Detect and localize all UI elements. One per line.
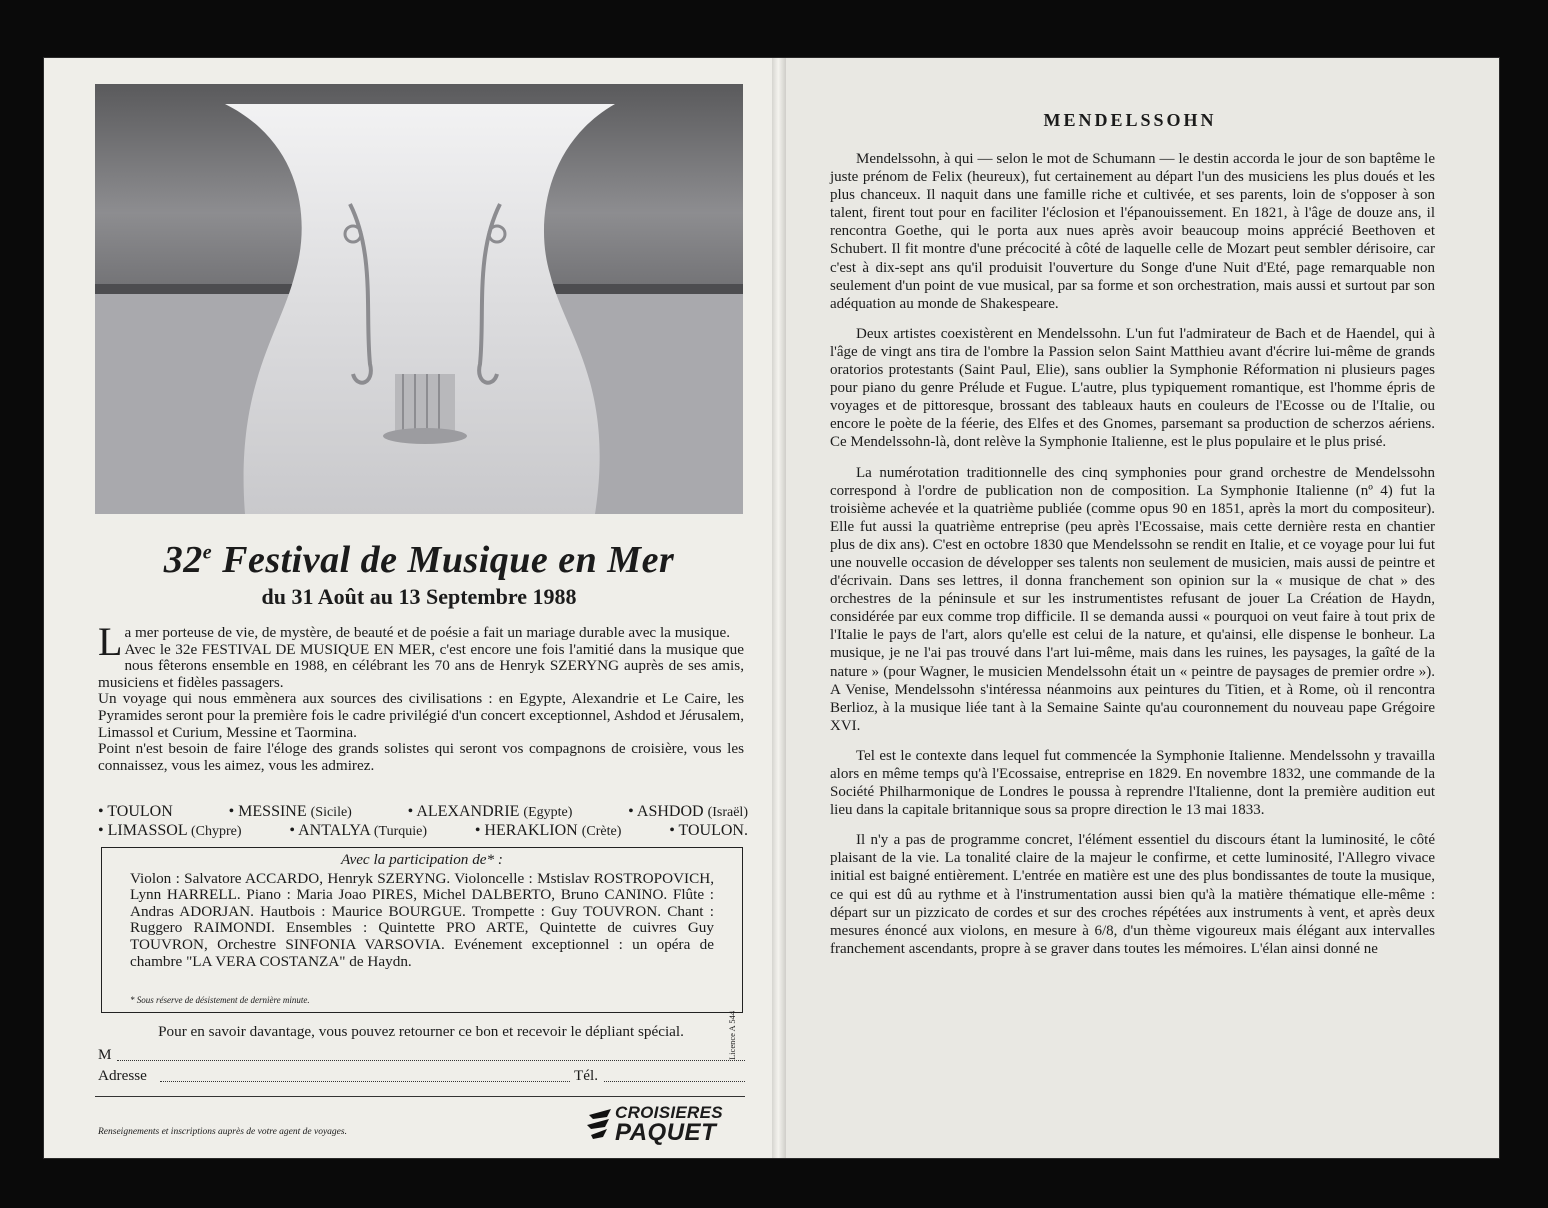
page-gutter <box>772 58 786 1158</box>
article-body <box>830 150 1435 970</box>
port-item: • HERAKLION (Crète) <box>474 822 622 839</box>
participation-heading: Avec la participation de* : <box>341 851 503 868</box>
footer-rule <box>95 1096 745 1097</box>
participation-footnote: * Sous réserve de désistement de dernière minute. <box>130 995 310 1006</box>
article-paragraph: La numérotation traditionnelle des cinq symphonies pour grand orchestre de Mendelssohn correspond à l'ordre de publication non de composition. La Symphonie Italienne (nº 4) fut la troisième achevée et la quatrième publiée (comme opus 90 en 1851, après la mort du compositeur). Elle fut aussi la quatrième entreprise (peu après l'Ecossaise, mais cette dernière resta en chantier plus de dix ans). C'est en octobre 1830 que Mendelssohn se rendit en Italie, et ce voyage pour lui fut une nouvelle occasion de développer ses talents non seulement de musicien, mais aussi de peintre et d'écrivain. Dans ses lettres, il donna franchement son opinion sur la « musique de chat » des orchestres de la péninsule et sur les instrumentistes refusant de jouer La Création de Haydn, considérée par eux comme trop difficile. Il se demanda aussi « pourquoi on veut faire à tout prix de l'Italie le pays de l'art, alors qu'elle est celui de la nature, et qu'ainsi, elle dispense le bonheur. La musique, je ne l'ai pas trouvé dans l'art lui-même, mais dans les ruines, les paysages, la gaîté de la nature » (pour Wagner, le musicien Mendelssohn était un « peintre de paysages de premier ordre »). A Venise, Mendelssohn s'intéressa néanmoins aux peintures du Titien, et à Rome, où il rencontra Berlioz, à la musique liée tant à la Semaine Sainte qu'au couronnement du nouveau pape Grégoire XVI. <box>830 464 1435 734</box>
port-item: • LIMASSOL (Chypre) <box>98 822 242 839</box>
port-item: • MESSINE (Sicile) <box>228 803 352 820</box>
participation-box <box>101 847 743 1013</box>
port-item: • TOULON <box>98 803 173 820</box>
licence-number: Licence A 544 <box>727 1010 737 1060</box>
footer-note: Renseignements et inscriptions auprès de votre agent de voyages. <box>98 1127 347 1137</box>
article-paragraph: Deux artistes coexistèrent en Mendelssohn. L'un fut l'admirateur de Bach et de Haendel, qui à l'âge de vingt ans tira de l'ombre la Passion selon Saint Matthieu avant d'écrire lui-même de grands oratorios protestants (Saint Paul, Elie), sans oublier la Symphonie Réformation ni plusieurs pages pour piano du genre Prélude et Fugue. L'autre, plus typiquement romantique, est l'homme épris de voyages et de pittoresque, brossant des tableaux hauts en couleurs de l'Ecosse ou de l'Italie, ou encore le poète de la féerie, des Elfes et des Gnomes, parsemant sa production de scherzos aériens. Ce Mendelssohn-là, dont relève la Symphonie Italienne, est le plus populaire et le plus prisé. <box>830 325 1435 451</box>
coupon-text: Pour en savoir davantage, vous pouvez retourner ce bon et recevoir le dépliant spécial. <box>158 1023 684 1040</box>
festival-dates: du 31 Août au 13 Septembre 1988 <box>261 584 577 609</box>
participation-artists: Violon : Salvatore ACCARDO, Henryk SZERYNG. Violoncelle : Mstislav ROSTROPOVICH, Lynn HARRELL. Piano : Maria Joao PIRES, Michel DALBERTO, Bruno CANINO. Flûte : Andras ADORJAN. Hautbois : Maurice BOURGUE. Trompette : Guy TOUVRON. Chant : Ruggero RAIMONDI. Ensembles : Quintette PRO ARTE, Quintette de cuivres Guy TOUVRON, Orchestre SINFONIA VARSOVIA. Evénement exceptionnel : un opéra de chambre "LA VERA COSTANZA" de Haydn. <box>130 869 714 970</box>
address-field[interactable] <box>160 1081 570 1082</box>
field-label-tel: Tél. <box>574 1067 599 1084</box>
drop-cap: L <box>98 619 123 664</box>
port-item: • ALEXANDRIE (Egypte) <box>407 803 573 820</box>
paquet-logo-icon <box>585 1107 615 1143</box>
ports-row <box>98 803 748 822</box>
phone-field[interactable] <box>604 1081 745 1082</box>
article-paragraph: Il n'y a pas de programme concret, l'élément essentiel du discours étant la luminosité, le côté plaisant de la vie. La tonalité claire de la majeur le confirme, et cette luminosité, l'Allegro vivace initial est baigné entièrement. L'entrée en matière est une des plus bondissantes de toute la musique, ce qui est dû au rythme et à l'instrumentation aussi bien qu'à la matière thématique elle-même : départ sur un pizzicato de cordes et sur des croches répétées aux instruments à vent, et après deux mesures énoncé aux violons, en mesure à 6/8, d'un thème vigoureux mais élégant aux intervalles franchement ascendants, propre à se graver dans toutes les mémoires. L'élan ainsi donné ne <box>830 832 1435 957</box>
port-item: • ANTALYA (Turquie) <box>289 822 428 839</box>
croisieres-paquet-logo: CROISIERES PAQUET <box>585 1103 750 1151</box>
article-paragraph: Mendelssohn, à qui — selon le mot de Schumann — le destin accorda le jour de son baptême le juste prénom de Felix (heureux), fut certainement au départ l'un des musiciens les plus doués et les plus chanceux. Il naquit dans une famille riche et cultivée, et ses parents, loin de s'opposer à son talent, firent tout pour en faciliter l'éclosion et l'épanouissement. En 1821, à l'âge de douze ans, il rencontra Goethe, qui le porta aux nues après avoir beaucoup moins apprécié Beethoven et Schubert. Il fit montre d'une précocité à côté de laquelle celle de Mozart peut sembler dérisoire, car c'est à dix-sept ans qu'il produisit l'ouverture du Songe d'une Nuit d'Eté, page remarquable non seulement d'un point de vue musical, par sa forme et son orchestration, mais aussi et surtout par son adéquation au monde de Shakespeare. <box>830 151 1435 312</box>
port-item: • TOULON. <box>669 822 748 839</box>
ports-row <box>98 822 748 841</box>
name-field[interactable] <box>117 1060 745 1061</box>
port-item: • ASHDOD (Israël) <box>628 803 748 820</box>
cello-sea-photo <box>95 84 743 514</box>
festival-title: 32e Festival de Musique en Mer <box>163 539 675 581</box>
field-label-m: M <box>98 1046 112 1063</box>
field-label-adresse: Adresse <box>98 1067 147 1084</box>
itinerary-ports <box>98 803 748 841</box>
article-paragraph: Tel est le contexte dans lequel fut commencée la Symphonie Italienne. Mendelssohn y travailla alors en même temps qu'à l'Ecossaise, entreprise en 1829. En novembre 1832, une commande de la Société Philharmonique de Londres le poussa à reprendre l'Italienne, dont la première audition eut lieu dans la capitale britannique sous sa propre direction le 13 mai 1833. <box>830 747 1435 819</box>
intro-text: La mer porteuse de vie, de mystère, de beauté et de poésie a fait un mariage durable avec la musique. Avec le 32e FESTIVAL DE MUSIQUE EN MER, c'est encore une fois l'amitié dans la musique que nous fêterons ensemble en 1988, en célébrant les 70 ans de Henryk SZERYNG auprès de ses amis, musiciens et fidèles passagers. Un voyage qui nous emmènera aux sources des civilisations : en Egypte, Alexandrie et Le Caire, les Pyramides seront pour la première fois le cadre privilégié d'un concert exceptionnel, Ashdod et Jérusalem, Limassol et Curium, Messine et Taormina. Point n'est besoin de faire l'éloge des grands solistes qui seront vos compagnons de croisière, vous les connaissez, vous les aimez, vous les admirez. <box>98 619 744 774</box>
article-title: MENDELSSOHN <box>1043 110 1217 130</box>
